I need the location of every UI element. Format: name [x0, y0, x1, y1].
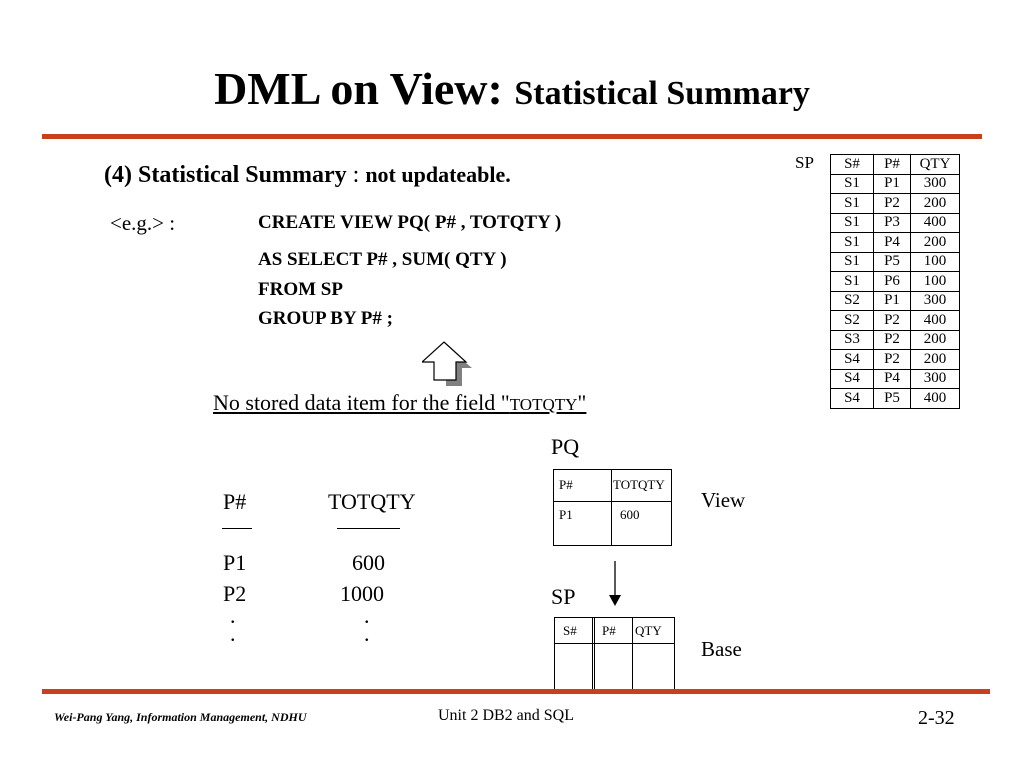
dot: .	[230, 621, 236, 646]
top-rule	[42, 134, 982, 139]
pq-row-divider	[554, 501, 671, 502]
sp-col-divider-1b	[594, 618, 595, 691]
note-field: TOTQTY	[509, 395, 578, 414]
table-row	[831, 174, 960, 194]
table-row	[831, 194, 960, 214]
table-row	[831, 369, 960, 389]
table-cell: P2	[874, 330, 911, 350]
sp-base-header-pno: P#	[602, 623, 616, 638]
table-cell: S1	[831, 213, 874, 233]
table-cell: S4	[831, 389, 874, 409]
table-cell: 300	[911, 291, 960, 311]
pq-header-totqty: TOTQTY	[613, 477, 665, 492]
table-cell: P2	[874, 311, 911, 331]
table-row	[831, 233, 960, 253]
table-cell: P1	[874, 174, 911, 194]
table-cell: P4	[874, 233, 911, 253]
table-row	[831, 213, 960, 233]
sql-line-2: AS SELECT P# , SUM( QTY )	[258, 249, 507, 270]
result-row2-totqty: 1000	[340, 581, 384, 606]
sp-table-header-row	[831, 155, 960, 175]
table-cell: 100	[911, 252, 960, 272]
table-cell: 200	[911, 350, 960, 370]
down-arrow-icon	[607, 561, 623, 607]
sp-base-header-qty: QTY	[635, 623, 662, 638]
table-row	[831, 252, 960, 272]
dot: .	[230, 603, 236, 628]
pq-label: PQ	[551, 434, 580, 459]
base-label: Base	[701, 637, 742, 661]
sp-header-sno: S#	[831, 155, 874, 175]
table-cell: 300	[911, 174, 960, 194]
table-cell: S1	[831, 174, 874, 194]
result-row1-totqty: 600	[352, 550, 385, 575]
result-ellipsis-col2	[364, 603, 370, 646]
table-row	[831, 330, 960, 350]
table-cell: P4	[874, 369, 911, 389]
table-row	[831, 389, 960, 409]
example-label: <e.g.> :	[110, 211, 176, 235]
table-cell: 100	[911, 272, 960, 292]
sql-line-3: FROM SP	[258, 279, 343, 300]
table-cell: P5	[874, 389, 911, 409]
result-col2-header: TOTQTY	[328, 489, 416, 514]
sql-line-1: CREATE VIEW PQ( P# , TOTQTY )	[258, 212, 562, 233]
view-label: View	[701, 488, 746, 512]
table-cell: P2	[874, 194, 911, 214]
table-cell: P1	[874, 291, 911, 311]
table-cell: S1	[831, 272, 874, 292]
sp-col-divider-2	[632, 618, 633, 691]
table-cell: 400	[911, 213, 960, 233]
up-arrow-icon	[422, 338, 486, 388]
table-row	[831, 272, 960, 292]
sp-base-box	[554, 617, 675, 692]
table-cell: 400	[911, 389, 960, 409]
footer-unit: Unit 2 DB2 and SQL	[438, 707, 574, 724]
pq-header-pno: P#	[559, 477, 573, 492]
result-col2-underline	[337, 528, 400, 529]
table-cell: S2	[831, 311, 874, 331]
footer-page-number: 2-32	[918, 707, 955, 729]
table-cell: S4	[831, 369, 874, 389]
table-cell: S2	[831, 291, 874, 311]
sp-base-label: SP	[551, 584, 576, 609]
table-cell: S1	[831, 194, 874, 214]
footer-author: Wei-Pang Yang, Information Management, NDHU	[54, 710, 307, 724]
table-cell: P3	[874, 213, 911, 233]
table-cell: S1	[831, 252, 874, 272]
pq-view-box	[553, 469, 672, 546]
table-row	[831, 291, 960, 311]
sp-table-caption: SP	[795, 153, 814, 172]
result-ellipsis-col1	[230, 603, 236, 646]
result-col1-underline	[222, 528, 252, 529]
table-row	[831, 311, 960, 331]
table-cell: 200	[911, 233, 960, 253]
note-close: "	[577, 390, 587, 415]
result-row1-pno: P1	[223, 550, 247, 575]
table-cell: P5	[874, 252, 911, 272]
table-row	[831, 350, 960, 370]
title-main: DML on View:	[214, 63, 515, 114]
table-cell: 300	[911, 369, 960, 389]
table-cell: P2	[874, 350, 911, 370]
section-heading	[104, 162, 511, 189]
table-cell: 400	[911, 311, 960, 331]
pq-cell-totqty: 600	[620, 507, 640, 522]
result-row2-pno: P2	[223, 581, 247, 606]
pq-col-divider	[611, 470, 612, 545]
sp-base-header-sno: S#	[563, 623, 577, 638]
heading-number-label: (4) Statistical Summary	[104, 162, 347, 188]
sql-line-4: GROUP BY P# ;	[258, 308, 393, 329]
title-sub: Statistical Summary	[514, 75, 810, 112]
no-stored-data-note	[213, 390, 586, 416]
note-text: No stored data item for the field "	[213, 390, 510, 415]
pq-cell-pno: P1	[559, 507, 573, 522]
dot: .	[364, 603, 370, 628]
dot: .	[364, 621, 370, 646]
table-cell: S3	[831, 330, 874, 350]
heading-separator: :	[346, 162, 366, 188]
sp-row-divider	[555, 643, 674, 644]
table-cell: 200	[911, 330, 960, 350]
result-col1-header: P#	[223, 489, 247, 514]
sp-table	[830, 154, 960, 409]
sp-header-pno: P#	[874, 155, 911, 175]
table-cell: 200	[911, 194, 960, 214]
table-cell: P6	[874, 272, 911, 292]
sp-col-divider-1	[592, 618, 593, 691]
table-cell: S1	[831, 233, 874, 253]
table-cell: S4	[831, 350, 874, 370]
heading-note: not updateable.	[365, 162, 511, 187]
slide-title	[0, 62, 1024, 115]
bottom-rule	[42, 689, 990, 694]
sp-header-qty: QTY	[911, 155, 960, 175]
